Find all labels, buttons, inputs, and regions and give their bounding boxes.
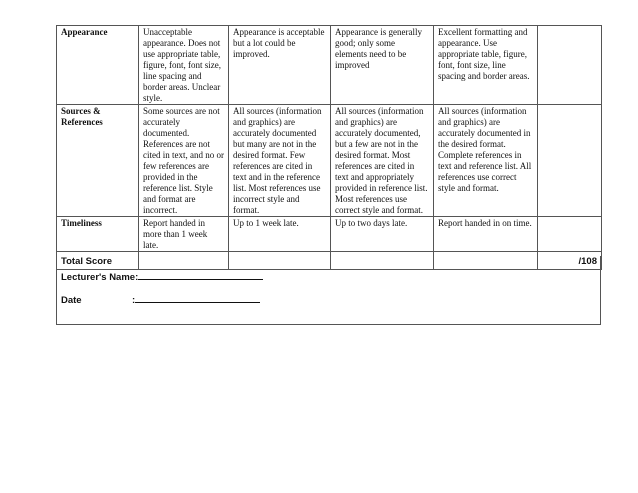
timeliness-level-3: Up to two days late. [331,217,434,252]
timeliness-level-1: Report handed in more than 1 week late. [139,217,229,252]
criterion-sources-references: Sources & References [57,105,139,217]
timeliness-score-cell[interactable] [538,217,602,252]
lecturer-name-colon: : [135,272,139,283]
lecturer-name-line[interactable] [138,270,263,280]
table-row [57,26,602,105]
lecturer-name-label: Lecturer's Name [61,272,136,283]
total-score-label: Total Score [57,252,139,270]
table-row [57,217,602,252]
table-row [57,105,602,217]
date-line[interactable] [135,293,260,303]
appearance-level-1: Unacceptable appearance. Does not use appropriate table, figure, font, font size, line spacing and border areas. Unclear style. [139,26,229,105]
lecturer-name-row [61,270,263,283]
date-label: Date [61,295,82,306]
appearance-score-cell[interactable] [538,26,602,105]
sources-level-1: Some sources are not accurately documented. References are not cited in text, and no or few references are provided in the reference list. Style and format are incorrect. [139,105,229,217]
sources-score-cell[interactable] [538,105,602,217]
sources-level-4: All sources (information and graphics) are accurately documented in the desired format. Complete references in text and reference list. All references use correct style and format. [434,105,538,217]
appearance-level-2: Appearance is acceptable but a lot could be improved. [229,26,331,105]
date-row [61,293,260,306]
total-score-value[interactable]: /108 [538,252,602,270]
appearance-level-4: Excellent formatting and appearance. Use appropriate table, figure, font, font size, line spacing and border areas. [434,26,538,105]
criterion-appearance: Appearance [57,26,139,105]
date-colon: : [132,295,136,306]
timeliness-level-4: Report handed in on time. [434,217,538,252]
criterion-timeliness: Timeliness [57,217,139,252]
signoff-box [56,256,601,325]
appearance-level-3: Appearance is generally good; only some elements need to be improved [331,26,434,105]
timeliness-level-2: Up to 1 week late. [229,217,331,252]
sources-level-3: All sources (information and graphics) are accurately documented, but a few are not in the desired format. Most references are cited in text and appropriately provided in reference list. Most references use correct style and format. [331,105,434,217]
rubric-table [56,25,602,270]
sources-level-2: All sources (information and graphics) are accurately documented but many are not in the desired format. Few references are cited in text and in the reference list. Most references use incorrect style and format. [229,105,331,217]
